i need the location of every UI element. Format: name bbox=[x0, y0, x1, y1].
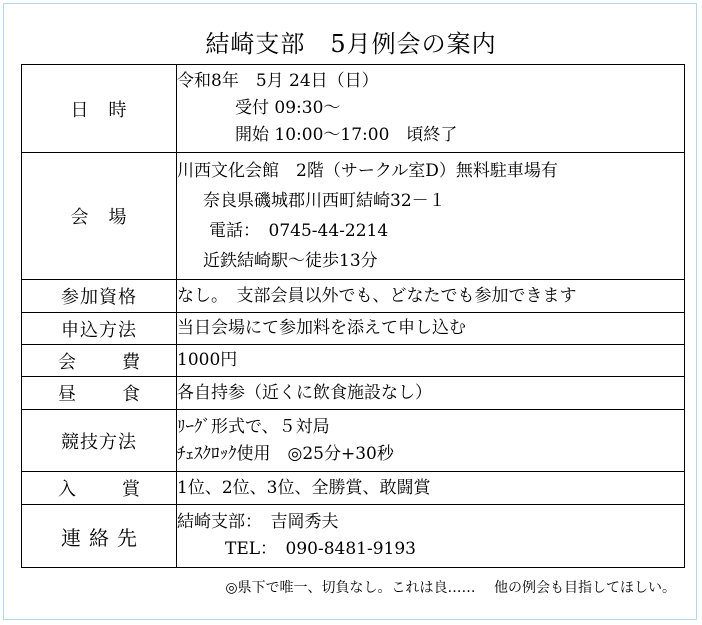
info-table bbox=[21, 64, 685, 568]
footnote: ◎県下で唯一、切負なし。これは良…… 他の例会も目指してほしい。 bbox=[225, 580, 676, 596]
application-text: 当日会場にて参加料を添えて申し込む bbox=[177, 318, 466, 338]
contact-phone: TEL： 090-8481-9193 bbox=[225, 539, 417, 559]
row-date bbox=[22, 65, 685, 153]
reception-time: 受付 09:30～ bbox=[235, 98, 341, 118]
label-date: 日 時 bbox=[22, 65, 177, 153]
venue-access: 近鉄結崎駅～徒歩13分 bbox=[203, 251, 378, 271]
label-fee: 会 費 bbox=[22, 345, 177, 377]
venue-phone: 電話： 0745-44-2214 bbox=[209, 221, 389, 241]
eligibility-text: なし。 支部会員以外でも、どなたでも参加できます bbox=[177, 285, 577, 306]
content-eligibility bbox=[177, 280, 685, 313]
contact-name: 結崎支部： 吉岡秀夫 bbox=[177, 512, 339, 532]
label-lunch: 昼 食 bbox=[22, 377, 177, 410]
lunch-text: 各自持参（近くに飲食施設なし） bbox=[177, 382, 432, 403]
content-venue bbox=[177, 153, 685, 280]
date-line: 令和8年 5月 24日（日） bbox=[177, 71, 379, 91]
content-contact bbox=[177, 505, 685, 568]
row-prizes bbox=[22, 472, 685, 505]
content-prizes bbox=[177, 472, 685, 505]
venue-name: 川西文化会館 2階（サークル室D）無料駐車場有 bbox=[177, 161, 558, 181]
start-time: 開始 10:00～17:00 頃終了 bbox=[235, 125, 458, 145]
label-prizes: 入 賞 bbox=[22, 472, 177, 505]
content-date bbox=[177, 65, 685, 153]
fee-text: 1000円 bbox=[177, 350, 238, 370]
row-contact bbox=[22, 505, 685, 568]
content-fee bbox=[177, 345, 685, 377]
row-application bbox=[22, 313, 685, 345]
row-fee bbox=[22, 345, 685, 377]
row-eligibility bbox=[22, 280, 685, 313]
label-format: 競技方法 bbox=[22, 410, 177, 472]
row-lunch bbox=[22, 377, 685, 410]
label-contact: 連絡先 bbox=[22, 505, 177, 568]
row-venue bbox=[22, 153, 685, 280]
format-clock: ﾁｪｽｸﾛｯｸ使用 ◎25分+30秒 bbox=[177, 443, 394, 464]
page-title: 結崎支部 5月例会の案内 bbox=[205, 30, 497, 58]
label-eligibility: 参加資格 bbox=[22, 280, 177, 313]
format-league: ﾘｰｸﾞ形式で、５対局 bbox=[177, 416, 330, 437]
row-format bbox=[22, 410, 685, 472]
label-venue: 会 場 bbox=[22, 153, 177, 280]
content-format bbox=[177, 410, 685, 472]
venue-address: 奈良県磯城郡川西町結崎32－１ bbox=[203, 191, 446, 211]
content-lunch bbox=[177, 377, 685, 410]
prizes-text: 1位、2位、3位、全勝賞、敢闘賞 bbox=[177, 477, 431, 498]
content-application bbox=[177, 313, 685, 345]
label-application: 申込方法 bbox=[22, 313, 177, 345]
